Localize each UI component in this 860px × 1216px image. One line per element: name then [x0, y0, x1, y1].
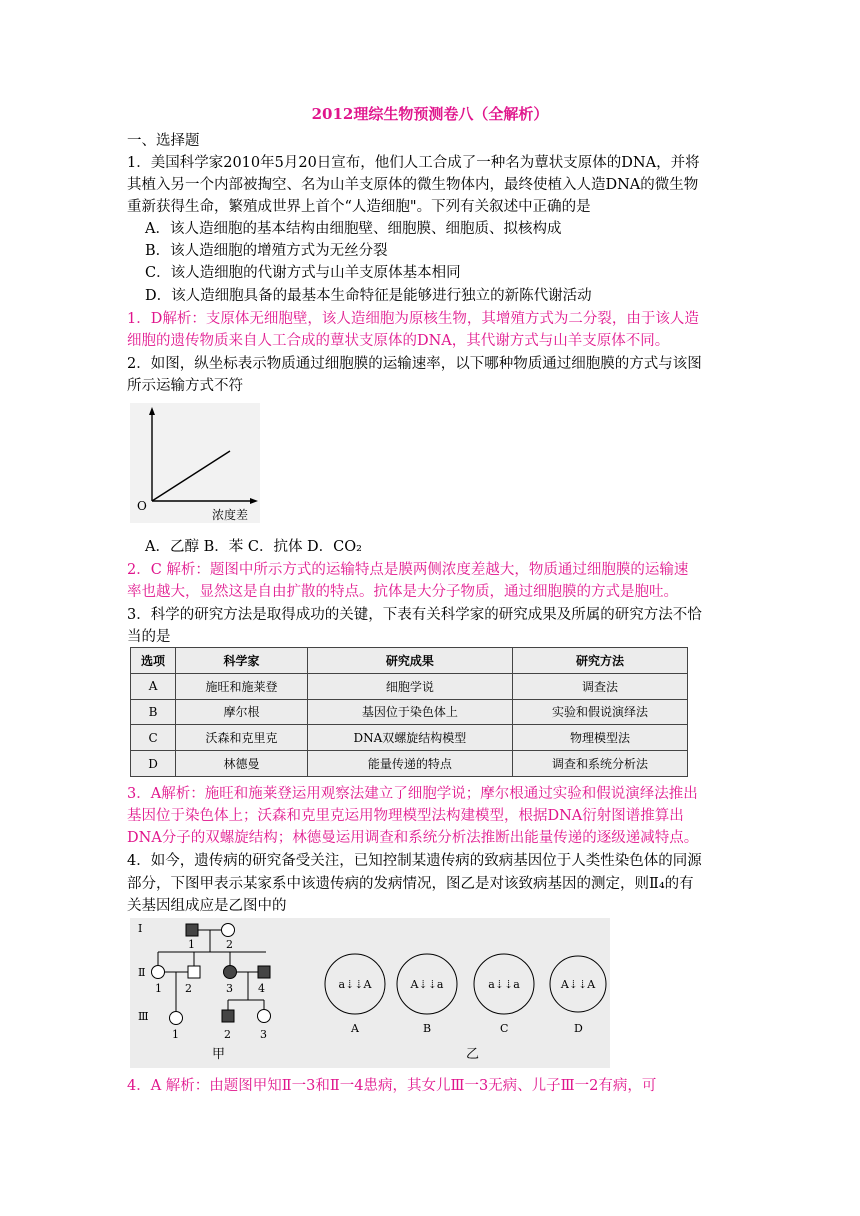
table-row	[131, 673, 688, 699]
individual-number: 1	[155, 982, 162, 995]
table-cell: DNA双螺旋结构模型	[307, 725, 512, 751]
table-cell: C	[131, 725, 176, 751]
table-cell: 沃森和克里克	[176, 725, 308, 751]
table-cell: 实验和假说演绎法	[513, 699, 688, 725]
transport-rate-graph	[130, 403, 260, 523]
individual-number: 2	[224, 1028, 231, 1041]
q1-answer-line: 1．D解析：支原体无细胞壁，该人造细胞为原核生物，其增殖方式为二分裂，由于该人造	[127, 311, 699, 327]
affected-male	[222, 1010, 234, 1022]
graph-origin-label: O	[137, 499, 147, 513]
cell-genotype: a⇣⇣A	[338, 978, 372, 991]
cell-genotype: A⇣⇣A	[560, 978, 596, 991]
unaffected-female	[222, 924, 235, 937]
table-cell: 施旺和施莱登	[176, 673, 308, 699]
q2-answer-line: 率也越大，显然这是自由扩散的特点。抗体是大分子物质，通过细胞膜的方式是胞吐。	[127, 584, 678, 600]
q1-stem-line: 重新获得生命，繁殖成世界上首个“人造细胞"。下列有关叙述中正确的是	[127, 199, 591, 215]
individual-number: 1	[172, 1028, 179, 1041]
table-cell: A	[131, 673, 176, 699]
q1-option-d: D．该人造细胞具备的最基本生命特征是能够进行独立的新陈代谢活动	[145, 288, 592, 304]
q1-option-b: B．该人造细胞的增殖方式为无丝分裂	[145, 243, 388, 259]
affected-male	[258, 966, 270, 978]
gene-cells-figure	[325, 954, 606, 1062]
individual-number: 2	[185, 982, 192, 995]
cell-label: D	[574, 1022, 583, 1035]
figure-label-jia: 甲	[212, 1047, 226, 1062]
q3-stem-line: 当的是	[127, 629, 171, 645]
q3-answer-line: DNA分子的双螺旋结构；林德曼运用调查和系统分析法推断出能量传递的逐级递减特点。	[127, 830, 699, 846]
table-header: 科学家	[176, 648, 308, 674]
generation-label: Ⅰ	[138, 922, 143, 935]
q2-answer-line: 2．C 解析：题图中所示方式的运输特点是膜两侧浓度差越大，物质通过细胞膜的运输速	[127, 562, 689, 578]
section-heading: 一、选择题	[127, 133, 200, 149]
q4-stem-line: 关基因组成应是乙图中的	[127, 898, 287, 914]
cell-genotype: a⇣⇣a	[488, 978, 520, 991]
q2-stem-line: 2．如图，纵坐标表示物质通过细胞膜的运输速率，以下哪种物质通过细胞膜的方式与该图	[127, 356, 702, 372]
q2-options: A．乙醇 B．苯 C．抗体 D．CO₂	[145, 539, 362, 555]
x-axis-arrow	[250, 498, 258, 504]
table-row	[131, 751, 688, 777]
individual-number: 3	[260, 1028, 267, 1041]
unaffected-female	[258, 1010, 271, 1023]
table-cell: 林德曼	[176, 751, 308, 777]
table-cell: 物理模型法	[513, 725, 688, 751]
table-cell: 调查法	[513, 673, 688, 699]
individual-number: 4	[258, 982, 265, 995]
cell-label: B	[423, 1022, 432, 1035]
table-header: 研究方法	[513, 648, 688, 674]
cell-genotype: A⇣⇣a	[410, 978, 444, 991]
table-cell: B	[131, 699, 176, 725]
research-methods-table-figure	[130, 647, 688, 777]
individual-number: 2	[226, 938, 233, 951]
q4-stem-line: 4．如今，遗传病的研究备受关注，已知控制某遗传病的致病基因位于人类性染色体的同源	[127, 853, 702, 869]
q1-option-c: C．该人造细胞的代谢方式与山羊支原体基本相同	[145, 265, 461, 281]
individual-number: 3	[226, 982, 233, 995]
q1-stem-line: 1．美国科学家2010年5月20日宣布，他们人工合成了一种名为蕈状支原体的DNA，并将	[127, 155, 700, 171]
table-cell: 摩尔根	[176, 699, 308, 725]
table-row	[131, 699, 688, 725]
pedigree-chart	[138, 922, 271, 1062]
q3-answer-line: 3．A解析：施旺和施莱登运用观察法建立了细胞学说；摩尔根通过实验和假说演绎法推出	[127, 786, 698, 802]
table-cell: 基因位于染色体上	[307, 699, 512, 725]
unaffected-male	[188, 966, 200, 978]
generation-label: Ⅲ	[138, 1010, 149, 1023]
table-cell: D	[131, 751, 176, 777]
unaffected-female	[170, 1012, 183, 1025]
generation-label: Ⅱ	[138, 966, 146, 979]
q2-stem-line: 所示运输方式不符	[127, 378, 243, 394]
individual-number: 1	[188, 938, 195, 951]
unaffected-female	[152, 966, 165, 979]
affected-female	[224, 966, 237, 979]
cell-label: A	[351, 1022, 359, 1035]
rate-line	[152, 451, 230, 501]
table-cell: 调查和系统分析法	[513, 751, 688, 777]
cell-label: C	[500, 1022, 509, 1035]
q1-answer-line: 细胞的遗传物质来自人工合成的蕈状支原体的DNA，其代谢方式与山羊支原体不同。	[127, 333, 670, 349]
q1-option-a: A．该人造细胞的基本结构由细胞壁、细胞膜、细胞质、拟核构成	[145, 221, 562, 237]
table-row	[131, 725, 688, 751]
q3-stem-line: 3．科学的研究方法是取得成功的关键，下表有关科学家的研究成果及所属的研究方法不恰	[127, 607, 702, 623]
table-header: 研究成果	[307, 648, 512, 674]
q3-answer-line: 基因位于染色体上；沃森和克里克运用物理模型法构建模型，根据DNA衍射图谱推算出	[127, 808, 684, 824]
document-title: 2012理综生物预测卷八（全解析）	[311, 105, 549, 123]
q4-stem-line: 部分，下图甲表示某家系中该遗传病的发病情况，图乙是对该致病基因的测定，则Ⅱ₄的有	[127, 876, 694, 892]
figure-label-yi: 乙	[466, 1047, 480, 1062]
table-header: 选项	[131, 648, 176, 674]
graph-x-label: 浓度差	[212, 508, 249, 522]
research-methods-table	[130, 647, 688, 777]
q1-stem-line: 其植入另一个内部被掏空、名为山羊支原体的微生物体内，最终使植入人造DNA的微生物	[127, 177, 699, 193]
q4-answer-line: 4．A 解析：由题图甲知Ⅱ一3和Ⅱ一4患病，其女儿Ⅲ一3无病、儿子Ⅲ一2有病，可	[127, 1078, 657, 1094]
affected-male	[186, 924, 198, 936]
table-cell: 细胞学说	[307, 673, 512, 699]
pedigree-and-gene-figure	[130, 918, 610, 1068]
y-axis-arrow	[149, 407, 155, 415]
table-cell: 能量传递的特点	[307, 751, 512, 777]
